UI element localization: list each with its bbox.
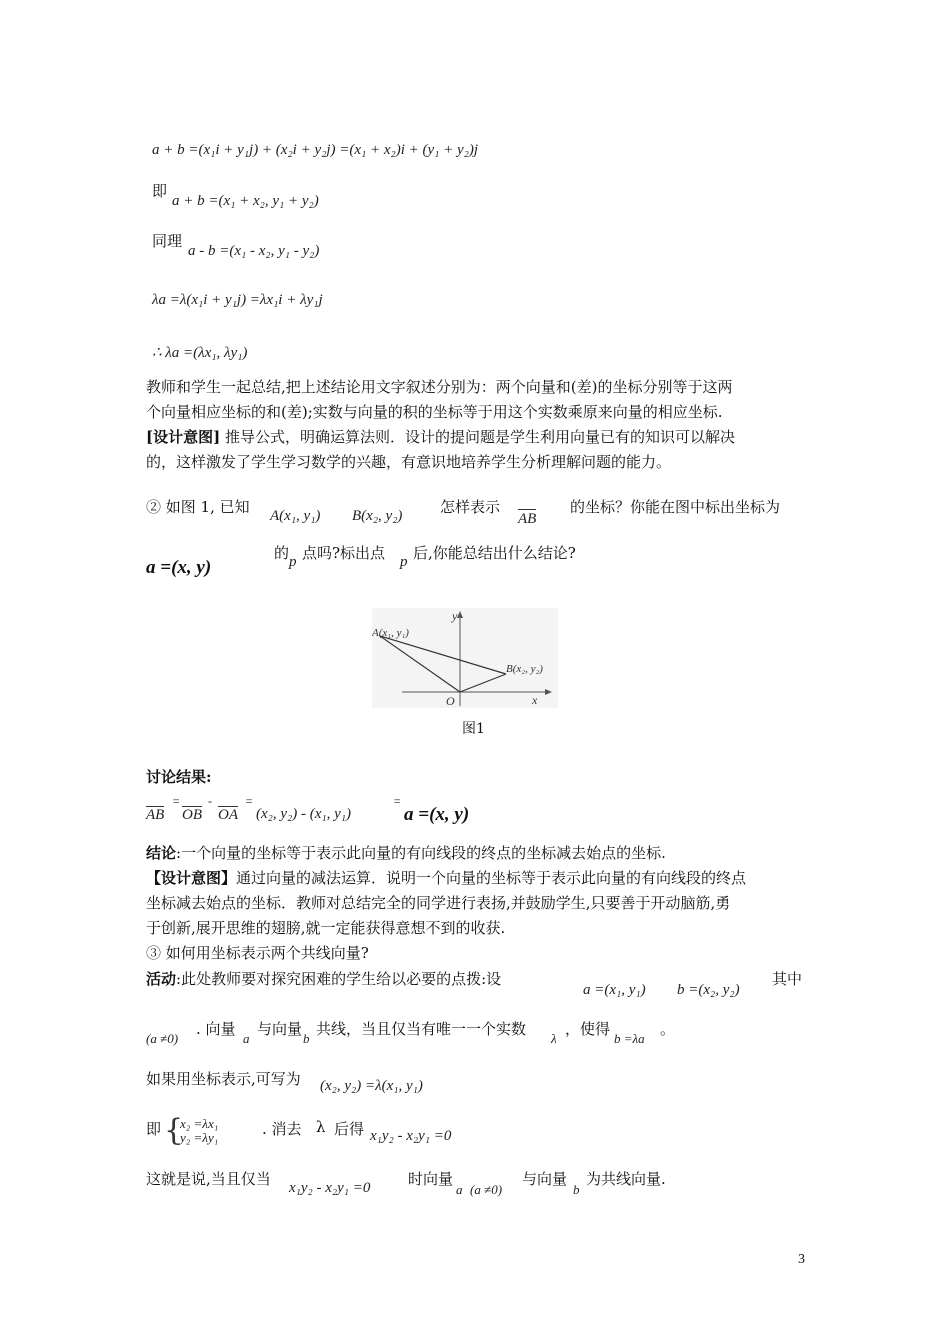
point-p-label-2: p <box>400 554 408 570</box>
collinear-lambda: λ <box>551 1031 557 1046</box>
final-text-1: 这就是说,当且仅当 <box>146 1170 271 1188</box>
point-b-coordinates: B(x₂, y₂) <box>352 508 403 524</box>
figure-y-axis-label: y <box>452 609 458 623</box>
design-intent-2-text: 通过向量的减法运算．说明一个向量的坐标等于表示此向量的有向线段的终点 <box>236 869 747 887</box>
figure-1-caption: 图1 <box>462 721 485 737</box>
summary-line-1: 教师和学生一起总结,把上述结论用文字叙述分别为：两个向量和(差)的坐标分别等于这两 <box>146 378 733 396</box>
design-intent-1-line-1 <box>146 426 735 447</box>
collinear-vector-a: a <box>243 1031 250 1046</box>
eq-prefix-tongli: 同理 <box>152 232 183 250</box>
vector-ob: OB <box>182 807 202 823</box>
coordinate-form-equation: (x₂, y₂) =λ(x₁, y₁) <box>320 1078 423 1094</box>
eliminated-equation: x₁y₂ - x₂y₁ =0 <box>370 1128 452 1144</box>
activity-vector-b: b =(x₂, y₂) <box>677 982 740 998</box>
question-2-mid: 怎样表示 <box>440 498 501 516</box>
equation-scalar-result: ∴ λa =(λx₁, λy₁) <box>152 345 248 361</box>
figure-x-axis-label: x <box>532 693 538 707</box>
conclusion-label: 结论 <box>146 844 177 862</box>
final-vector-b: b <box>573 1182 580 1197</box>
eliminate-lambda: λ <box>316 1118 326 1136</box>
equation-sum-coordinates: a + b =(x₁ + x₂, y₁ + y₂) <box>172 193 319 209</box>
system-eq-1: x₂ =λx₁ <box>180 1116 219 1131</box>
vector-oa: OA <box>218 807 238 823</box>
collinear-equation: b =λa <box>614 1031 645 1046</box>
minus-sign: - <box>208 794 212 808</box>
figure-origin-label: O <box>446 694 455 708</box>
figure-point-a-label: A(x₁, y₁) <box>372 627 409 639</box>
vector-a-xy: a =(x, y) <box>146 557 212 578</box>
design-intent-1-line-2: 的，这样激发了学生学习数学的兴趣，有意识地培养学生分析理解问题的能力。 <box>146 453 672 471</box>
discussion-label: 讨论结果: <box>146 768 212 786</box>
condition-a-nonzero: (a ≠0) <box>146 1031 179 1046</box>
summary-line-2: 个向量相应坐标的和(差);实数与向量的积的坐标等于用这个实数乘原来向量的相应坐标. <box>146 403 723 421</box>
equation-difference-coordinates: a - b =(x₁ - x₂, y₁ - y₂) <box>188 243 320 259</box>
activity-label: 活动 <box>146 970 177 988</box>
collinear-vector-b: b <box>303 1031 310 1046</box>
vector-ab: AB <box>146 807 165 823</box>
question-2-end: 的坐标？你能在图中标出坐标为 <box>570 498 781 516</box>
final-equation: x₁y₂ - x₂y₁ =0 <box>289 1180 371 1196</box>
design-intent-text: 推导公式，明确运算法则．设计的提问题是学生利用向量已有的知识可以解决 <box>224 428 735 446</box>
system-eq-2: y₂ =λy₁ <box>180 1130 219 1145</box>
page-number: 3 <box>798 1252 805 1267</box>
design-intent-2-line-3: 于创新,展开思维的翅膀,就一定能获得意想不到的收获. <box>146 919 506 937</box>
coordinate-form-text: 如果用坐标表示,可写为 <box>146 1070 301 1088</box>
final-condition: (a ≠0) <box>470 1182 503 1197</box>
design-intent-2-line-1 <box>146 867 746 888</box>
figure-1-diagram <box>372 608 558 708</box>
vector-ab-label: AB <box>518 511 537 527</box>
point-p-label: p <box>289 554 297 570</box>
question-2-start: ② 如图 1, 已知 <box>146 498 250 516</box>
conclusion-line <box>146 842 666 863</box>
question-3: ③ 如何用坐标表示两个共线向量? <box>146 944 369 962</box>
point-a-coordinates: A(x₁, y₁) <box>270 508 321 524</box>
activity-text: :此处教师要对探究困难的学生给以必要的点拨:设 <box>176 970 502 988</box>
design-intent-label: [设计意图] <box>146 428 221 446</box>
final-text-4: 为共线向量. <box>586 1170 666 1188</box>
conclusion-text: :一个向量的坐标等于表示此向量的有向线段的终点的坐标减去始点的坐标. <box>176 844 666 862</box>
activity-line-1 <box>146 968 501 989</box>
design-intent-2-label: 【设计意图】 <box>146 869 237 887</box>
eq-prefix-ji: 即 <box>152 182 168 200</box>
coordinate-difference: (x₂, y₂) - (x₁, y₁) <box>256 806 351 822</box>
question-2-line2-mid: 点吗?标出点 <box>302 544 386 562</box>
discussion-vector-result: a =(x, y) <box>404 804 470 825</box>
collinear-text-2: 与向量 <box>257 1020 303 1038</box>
question-2-de: 的 <box>274 544 290 562</box>
equals-sign-1: = <box>172 794 181 808</box>
equation-scalar-product: λa =λ(x₁i + y₁j) =λx₁i + λy₁j <box>152 292 323 308</box>
equals-sign-3: = <box>393 794 402 808</box>
final-text-3: 与向量 <box>522 1170 568 1188</box>
equation-vector-sum: a + b =(x₁i + y₁j) + (x₂i + y₂j) =(x₁ + x₂)i + (y₁ + y₂)j <box>152 142 479 158</box>
collinear-text-1: . 向量 <box>196 1020 236 1038</box>
system-brace: { <box>164 1113 184 1148</box>
final-text-2: 时向量 <box>408 1170 454 1188</box>
collinear-text-4: ，使得 <box>565 1020 611 1038</box>
eliminate-text-2: 后得 <box>334 1120 365 1138</box>
question-2-line2-end: 后,你能总结出什么结论? <box>413 544 576 562</box>
equals-sign-2: = <box>245 794 254 808</box>
activity-vector-a: a =(x₁, y₁) <box>583 982 646 998</box>
collinear-text-3: 共线，当且仅当有唯一一个实数 <box>316 1020 527 1038</box>
final-vector-a: a <box>456 1182 463 1197</box>
activity-qizhong: 其中 <box>772 970 803 988</box>
eliminate-text: . 消去 <box>262 1120 302 1138</box>
design-intent-2-line-2: 坐标减去始点的坐标．教师对总结完全的同学进行表扬,并鼓励学生,只要善于开动脑筋,勇 <box>146 894 731 912</box>
figure-point-b-label: B(x₂, y₂) <box>506 663 543 675</box>
collinear-end: 。 <box>660 1020 676 1038</box>
system-prefix: 即 <box>146 1120 162 1138</box>
